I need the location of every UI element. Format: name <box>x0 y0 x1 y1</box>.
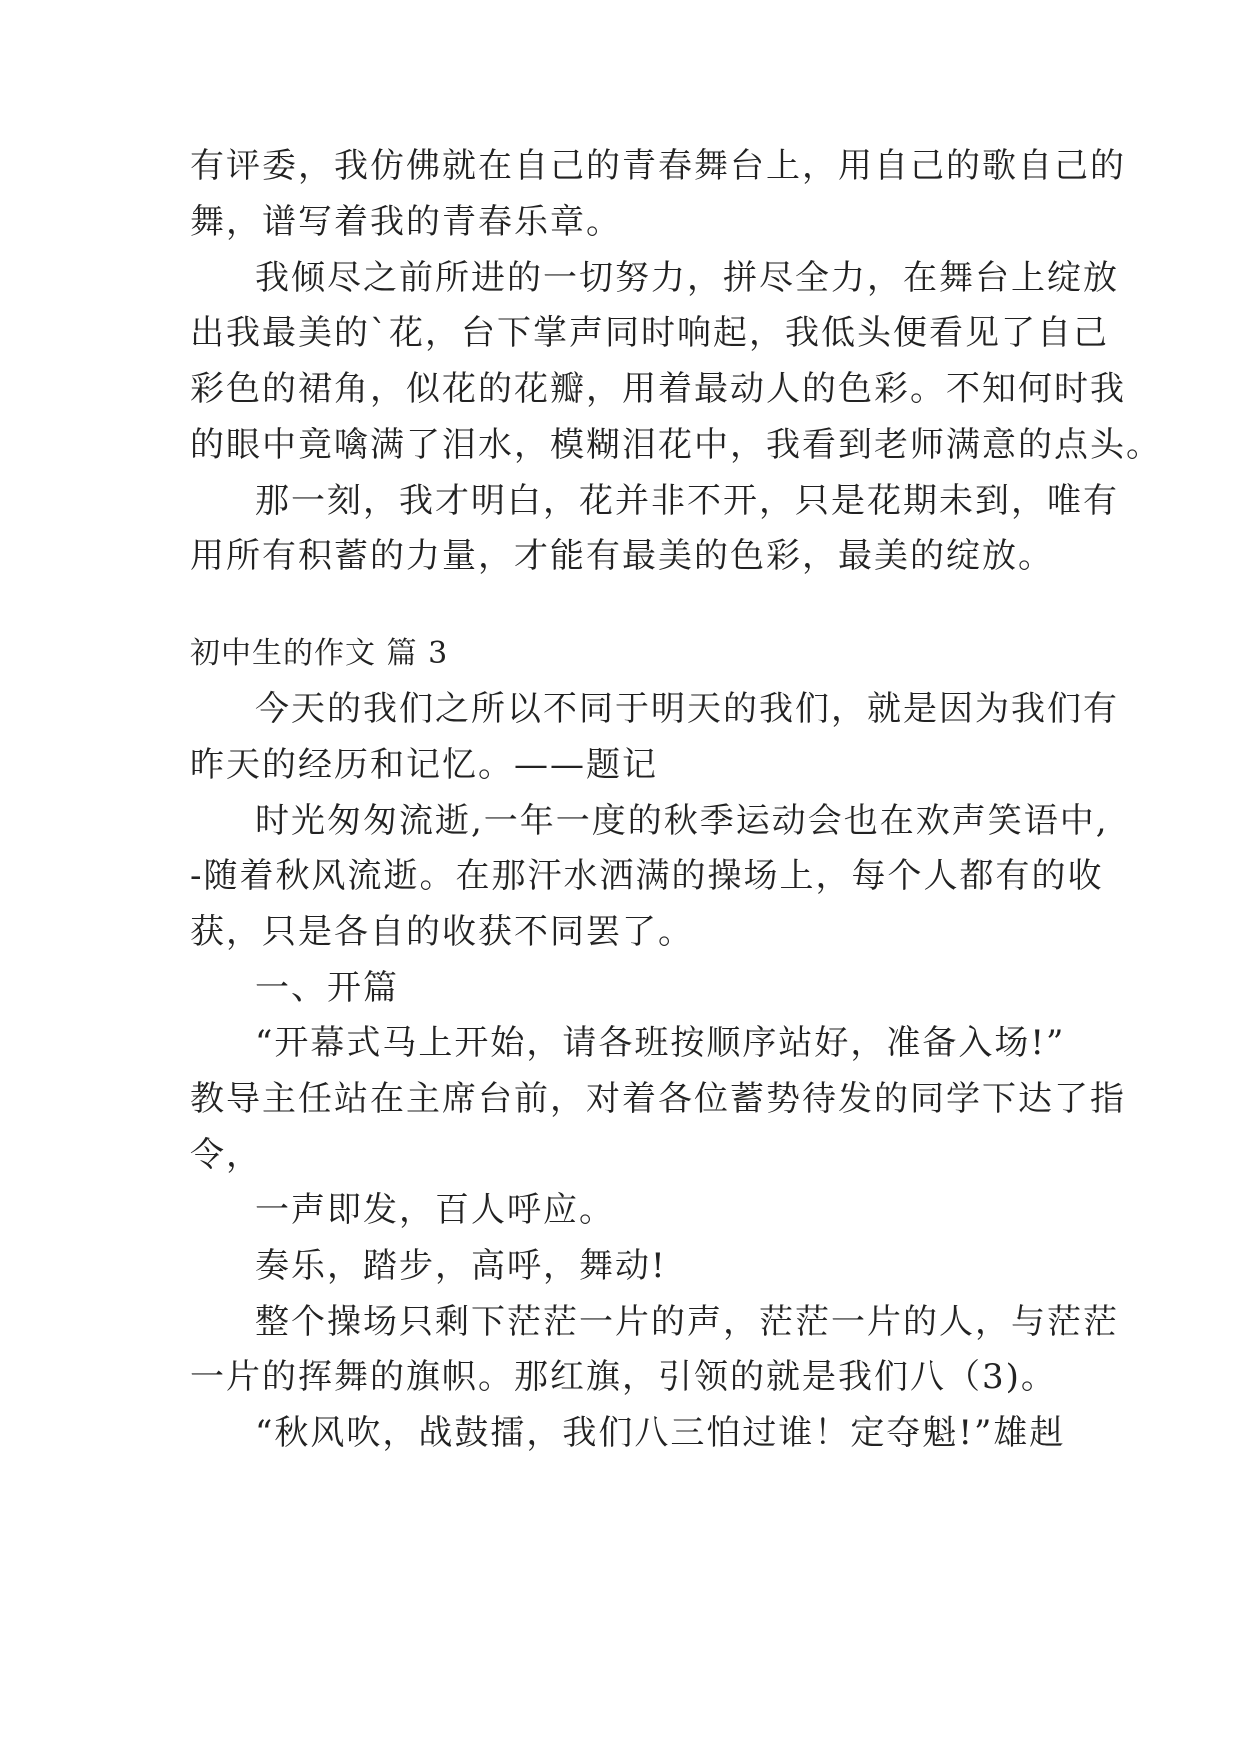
paragraph-line: 今天的我们之所以不同于明天的我们，就是因为我们有 <box>255 689 1119 729</box>
paragraph-line: 我倾尽之前所进的一切努力，拼尽全力，在舞台上绽放 <box>255 258 1119 298</box>
paragraph-line: 一声即发，百人呼应。 <box>255 1190 615 1230</box>
paragraph-line: 舞，谱写着我的青春乐章。 <box>190 202 622 242</box>
paragraph-line: 教导主任站在主席台前，对着各位蓄势待发的同学下达了指 <box>190 1079 1126 1119</box>
paragraph-line: -随着秋风流逝。在那汗水洒满的操场上，每个人都有的收 <box>190 856 1104 896</box>
paragraph-line: 彩色的裙角，似花的花瓣，用着最动人的色彩。不知何时我 <box>190 369 1126 409</box>
paragraph-line: 那一刻，我才明白，花并非不开，只是花期未到，唯有 <box>255 481 1119 521</box>
section-heading: 初中生的作文 篇 3 <box>190 636 449 671</box>
paragraph-line: 有评委，我仿佛就在自己的青春舞台上，用自己的歌自己的 <box>190 146 1126 186</box>
paragraph-line: 的眼中竟噙满了泪水，模糊泪花中，我看到老师满意的点头。 <box>190 425 1162 465</box>
paragraph-line: 昨天的经历和记忆。——题记 <box>190 745 658 785</box>
paragraph-line: 一片的挥舞的旗帜。那红旗，引领的就是我们八（3)。 <box>190 1357 1057 1397</box>
paragraph-line: 用所有积蓄的力量，才能有最美的色彩，最美的绽放。 <box>190 536 1054 576</box>
paragraph-line: 时光匆匆流逝,一年一度的秋季运动会也在欢声笑语中, <box>255 801 1109 841</box>
paragraph-line: 获，只是各自的收获不同罢了。 <box>190 912 694 952</box>
subheading: 一、开篇 <box>255 968 399 1008</box>
paragraph-line: 整个操场只剩下茫茫一片的声，茫茫一片的人，与茫茫 <box>255 1302 1119 1342</box>
paragraph-line: 奏乐，踏步，高呼，舞动! <box>255 1246 667 1286</box>
paragraph-line: 令， <box>190 1135 262 1175</box>
paragraph-line: “开幕式马上开始，请各班按顺序站好，准备入场!” <box>255 1023 1066 1063</box>
paragraph-line: 出我最美的`花，台下掌声同时响起，我低头便看见了自己 <box>190 313 1109 353</box>
paragraph-line: “秋风吹，战鼓擂，我们八三怕过谁！定夺魁!”雄赳 <box>255 1413 1066 1453</box>
